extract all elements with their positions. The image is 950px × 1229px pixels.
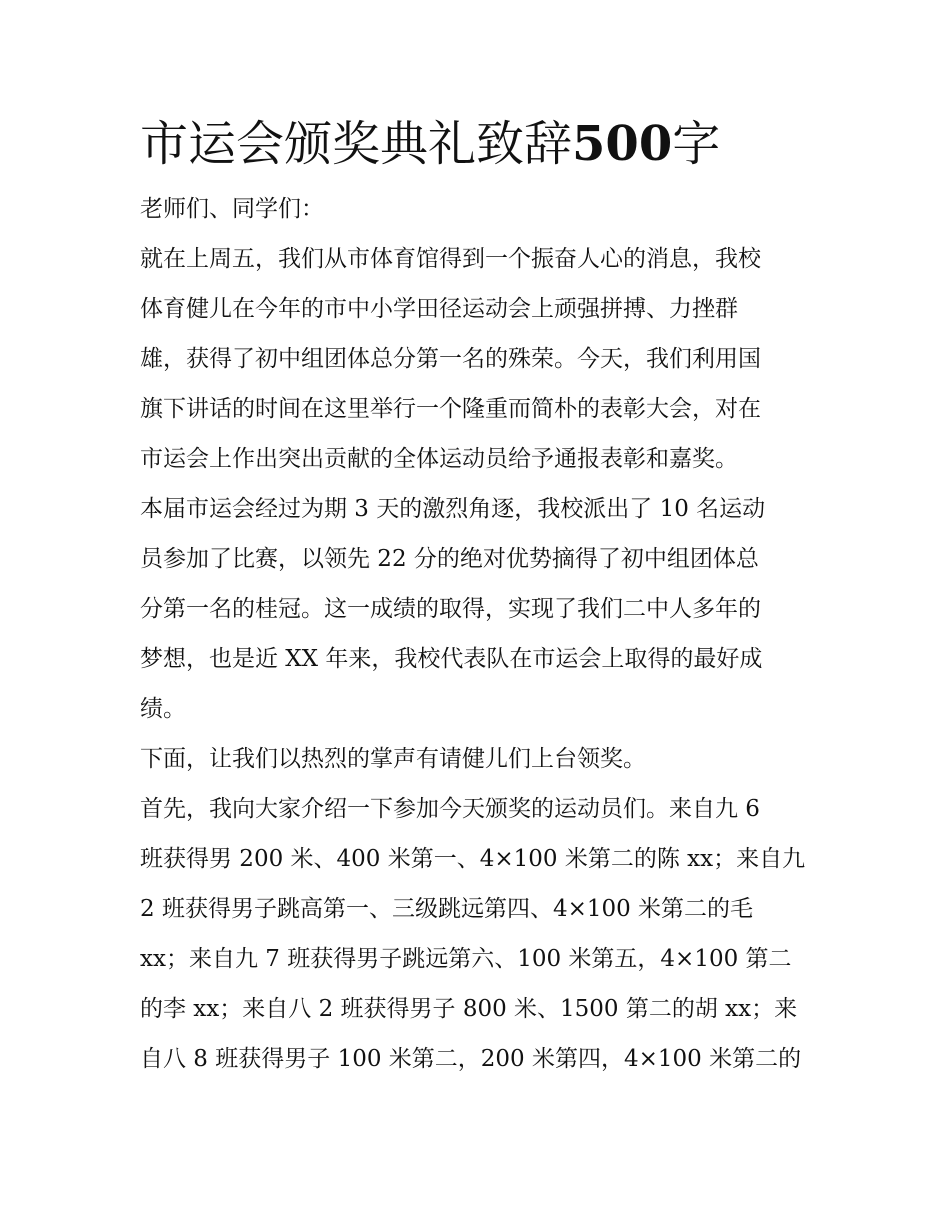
invitation-paragraph xyxy=(140,734,820,784)
document-title xyxy=(140,112,820,176)
athletes-paragraph xyxy=(140,784,820,1084)
title-text: 市运会颁奖典礼致辞 xyxy=(140,116,573,172)
text-line: 梦想，也是近 XX 年来，我校代表队在市运会上取得的最好成 xyxy=(140,646,763,672)
text-line: 首先，我向大家介绍一下参加今天颁奖的运动员们。来自九 6 xyxy=(140,796,760,822)
text-line: 就在上周五，我们从市体育馆得到一个振奋人心的消息，我校 xyxy=(140,246,761,272)
salutation-paragraph xyxy=(140,184,820,234)
title-suffix: 字 xyxy=(672,116,721,172)
text-line: 雄，获得了初中组团体总分第一名的殊荣。今天，我们利用国 xyxy=(140,346,761,372)
results-paragraph xyxy=(140,484,820,734)
text-line: xx；来自九 7 班获得男子跳远第六、100 米第五，4×100 第二 xyxy=(140,946,792,972)
title-number: 500 xyxy=(572,116,673,172)
text-line: 分第一名的桂冠。这一成绩的取得，实现了我们二中人多年的 xyxy=(140,596,761,622)
text-line: 旗下讲话的时间在这里举行一个隆重而简朴的表彰大会，对在 xyxy=(140,396,761,422)
text-line: 绩。 xyxy=(140,696,186,722)
text-line: 下面，让我们以热烈的掌声有请健儿们上台领奖。 xyxy=(140,746,646,772)
text-line: 本届市运会经过为期 3 天的激烈角逐，我校派出了 10 名运动 xyxy=(140,496,766,522)
text-line: 的李 xx；来自八 2 班获得男子 800 米、1500 第二的胡 xx；来 xyxy=(140,996,798,1022)
text-line: 体育健儿在今年的市中小学田径运动会上顽强拼搏、力挫群 xyxy=(140,296,738,322)
text-line: 老师们、同学们： xyxy=(140,196,324,222)
text-line: 市运会上作出突出贡献的全体运动员给予通报表彰和嘉奖。 xyxy=(140,446,738,472)
document-content xyxy=(140,112,820,1084)
text-line: 自八 8 班获得男子 100 米第二，200 米第四，4×100 米第二的 xyxy=(140,1046,802,1072)
text-line: 班获得男 200 米、400 米第一、4×100 米第二的陈 xx；来自九 xyxy=(140,846,806,872)
text-line: 员参加了比赛，以领先 22 分的绝对优势摘得了初中组团体总 xyxy=(140,546,759,572)
news-paragraph xyxy=(140,234,820,484)
text-line: 2 班获得男子跳高第一、三级跳远第四、4×100 米第二的毛 xyxy=(140,896,754,922)
